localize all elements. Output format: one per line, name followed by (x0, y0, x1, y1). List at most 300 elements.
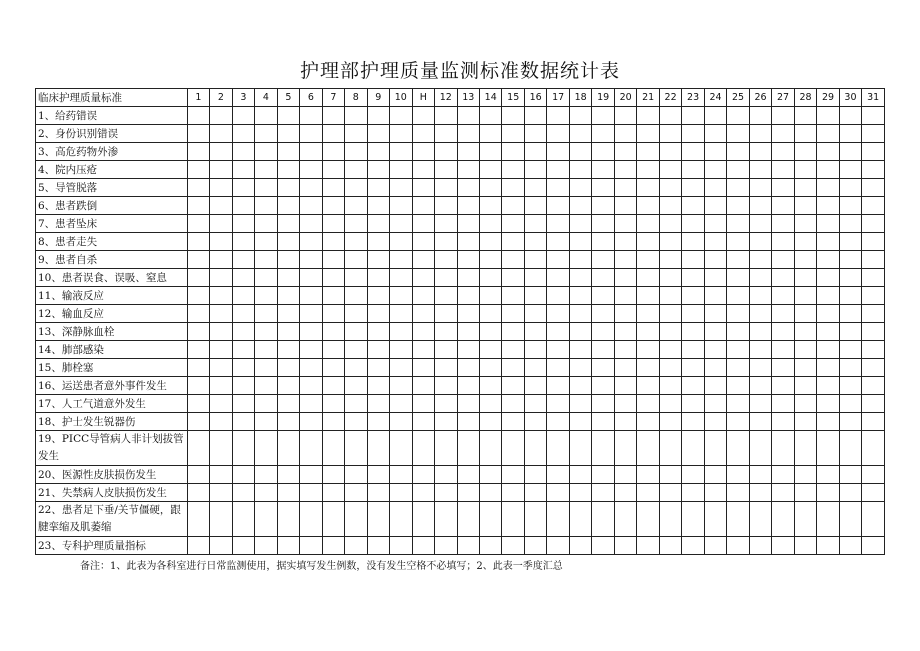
table-cell[interactable] (862, 431, 885, 466)
table-cell[interactable] (524, 537, 546, 555)
table-cell[interactable] (547, 377, 569, 395)
table-cell[interactable] (390, 305, 412, 323)
table-cell[interactable] (187, 341, 209, 359)
table-cell[interactable] (457, 125, 479, 143)
table-cell[interactable] (390, 484, 412, 502)
table-cell[interactable] (614, 359, 636, 377)
table-cell[interactable] (277, 269, 299, 287)
table-cell[interactable] (412, 359, 434, 377)
table-cell[interactable] (547, 107, 569, 125)
table-cell[interactable] (277, 197, 299, 215)
table-cell[interactable] (524, 395, 546, 413)
table-cell[interactable] (524, 179, 546, 197)
table-cell[interactable] (839, 251, 861, 269)
table-cell[interactable] (614, 125, 636, 143)
table-cell[interactable] (862, 413, 885, 431)
table-cell[interactable] (772, 502, 794, 537)
table-cell[interactable] (794, 537, 816, 555)
table-cell[interactable] (524, 305, 546, 323)
table-cell[interactable] (569, 323, 591, 341)
table-cell[interactable] (772, 484, 794, 502)
table-cell[interactable] (345, 502, 367, 537)
table-cell[interactable] (524, 125, 546, 143)
table-cell[interactable] (704, 431, 726, 466)
table-cell[interactable] (682, 323, 704, 341)
table-cell[interactable] (232, 305, 254, 323)
table-cell[interactable] (300, 269, 322, 287)
table-cell[interactable] (637, 287, 659, 305)
table-cell[interactable] (772, 413, 794, 431)
table-cell[interactable] (367, 323, 389, 341)
table-cell[interactable] (569, 233, 591, 251)
table-cell[interactable] (524, 359, 546, 377)
table-cell[interactable] (704, 413, 726, 431)
table-cell[interactable] (300, 431, 322, 466)
table-cell[interactable] (322, 233, 344, 251)
table-cell[interactable] (277, 395, 299, 413)
table-cell[interactable] (614, 233, 636, 251)
table-cell[interactable] (479, 125, 501, 143)
table-cell[interactable] (345, 341, 367, 359)
table-cell[interactable] (569, 377, 591, 395)
table-cell[interactable] (749, 125, 771, 143)
table-cell[interactable] (345, 107, 367, 125)
table-cell[interactable] (614, 197, 636, 215)
table-cell[interactable] (479, 107, 501, 125)
table-cell[interactable] (479, 197, 501, 215)
table-cell[interactable] (794, 143, 816, 161)
table-cell[interactable] (547, 323, 569, 341)
table-cell[interactable] (255, 484, 277, 502)
table-cell[interactable] (390, 466, 412, 484)
table-cell[interactable] (704, 484, 726, 502)
table-cell[interactable] (367, 125, 389, 143)
table-cell[interactable] (390, 502, 412, 537)
table-cell[interactable] (839, 537, 861, 555)
table-cell[interactable] (300, 125, 322, 143)
table-cell[interactable] (412, 233, 434, 251)
table-cell[interactable] (614, 269, 636, 287)
table-cell[interactable] (232, 413, 254, 431)
table-cell[interactable] (345, 197, 367, 215)
table-cell[interactable] (187, 502, 209, 537)
table-cell[interactable] (345, 377, 367, 395)
table-cell[interactable] (727, 413, 749, 431)
table-cell[interactable] (839, 161, 861, 179)
table-cell[interactable] (704, 341, 726, 359)
table-cell[interactable] (727, 251, 749, 269)
table-cell[interactable] (862, 197, 885, 215)
table-cell[interactable] (479, 233, 501, 251)
table-cell[interactable] (569, 413, 591, 431)
table-cell[interactable] (794, 287, 816, 305)
table-cell[interactable] (502, 466, 524, 484)
table-cell[interactable] (210, 323, 232, 341)
table-cell[interactable] (277, 251, 299, 269)
table-cell[interactable] (794, 197, 816, 215)
table-cell[interactable] (435, 341, 457, 359)
table-cell[interactable] (682, 395, 704, 413)
table-cell[interactable] (435, 233, 457, 251)
table-cell[interactable] (187, 107, 209, 125)
table-cell[interactable] (479, 341, 501, 359)
table-cell[interactable] (322, 484, 344, 502)
table-cell[interactable] (367, 251, 389, 269)
table-cell[interactable] (794, 377, 816, 395)
table-cell[interactable] (390, 377, 412, 395)
table-cell[interactable] (277, 431, 299, 466)
table-cell[interactable] (524, 197, 546, 215)
table-cell[interactable] (839, 484, 861, 502)
table-cell[interactable] (502, 502, 524, 537)
table-cell[interactable] (435, 537, 457, 555)
table-cell[interactable] (210, 287, 232, 305)
table-cell[interactable] (502, 161, 524, 179)
table-cell[interactable] (502, 413, 524, 431)
table-cell[interactable] (839, 287, 861, 305)
table-cell[interactable] (390, 323, 412, 341)
table-cell[interactable] (435, 143, 457, 161)
table-cell[interactable] (862, 537, 885, 555)
table-cell[interactable] (637, 179, 659, 197)
table-cell[interactable] (210, 502, 232, 537)
table-cell[interactable] (637, 125, 659, 143)
table-cell[interactable] (794, 179, 816, 197)
table-cell[interactable] (322, 125, 344, 143)
table-cell[interactable] (614, 287, 636, 305)
table-cell[interactable] (187, 125, 209, 143)
table-cell[interactable] (592, 107, 614, 125)
table-cell[interactable] (187, 269, 209, 287)
table-cell[interactable] (187, 287, 209, 305)
table-cell[interactable] (277, 413, 299, 431)
table-cell[interactable] (277, 323, 299, 341)
table-cell[interactable] (749, 251, 771, 269)
table-cell[interactable] (367, 215, 389, 233)
table-cell[interactable] (390, 125, 412, 143)
table-cell[interactable] (614, 107, 636, 125)
table-cell[interactable] (232, 341, 254, 359)
table-cell[interactable] (749, 466, 771, 484)
table-cell[interactable] (637, 359, 659, 377)
table-cell[interactable] (862, 341, 885, 359)
table-cell[interactable] (277, 484, 299, 502)
table-cell[interactable] (749, 395, 771, 413)
table-cell[interactable] (390, 215, 412, 233)
table-cell[interactable] (817, 395, 839, 413)
table-cell[interactable] (255, 323, 277, 341)
table-cell[interactable] (300, 413, 322, 431)
table-cell[interactable] (659, 179, 681, 197)
table-cell[interactable] (412, 107, 434, 125)
table-cell[interactable] (345, 143, 367, 161)
table-cell[interactable] (367, 197, 389, 215)
table-cell[interactable] (749, 323, 771, 341)
table-cell[interactable] (412, 377, 434, 395)
table-cell[interactable] (502, 431, 524, 466)
table-cell[interactable] (390, 395, 412, 413)
table-cell[interactable] (772, 215, 794, 233)
table-cell[interactable] (345, 413, 367, 431)
table-cell[interactable] (592, 179, 614, 197)
table-cell[interactable] (300, 359, 322, 377)
table-cell[interactable] (390, 107, 412, 125)
table-cell[interactable] (210, 466, 232, 484)
table-cell[interactable] (862, 125, 885, 143)
table-cell[interactable] (232, 431, 254, 466)
table-cell[interactable] (637, 269, 659, 287)
table-cell[interactable] (592, 413, 614, 431)
table-cell[interactable] (479, 431, 501, 466)
table-cell[interactable] (659, 251, 681, 269)
table-cell[interactable] (727, 395, 749, 413)
table-cell[interactable] (412, 143, 434, 161)
table-cell[interactable] (772, 395, 794, 413)
table-cell[interactable] (322, 179, 344, 197)
table-cell[interactable] (727, 537, 749, 555)
table-cell[interactable] (817, 107, 839, 125)
table-cell[interactable] (547, 179, 569, 197)
table-cell[interactable] (412, 395, 434, 413)
table-cell[interactable] (614, 413, 636, 431)
table-cell[interactable] (727, 269, 749, 287)
table-cell[interactable] (457, 537, 479, 555)
table-cell[interactable] (255, 197, 277, 215)
table-cell[interactable] (210, 431, 232, 466)
table-cell[interactable] (704, 395, 726, 413)
table-cell[interactable] (569, 466, 591, 484)
table-cell[interactable] (232, 377, 254, 395)
table-cell[interactable] (412, 341, 434, 359)
table-cell[interactable] (367, 305, 389, 323)
table-cell[interactable] (839, 413, 861, 431)
table-cell[interactable] (479, 395, 501, 413)
table-cell[interactable] (862, 107, 885, 125)
table-cell[interactable] (255, 269, 277, 287)
table-cell[interactable] (479, 251, 501, 269)
table-cell[interactable] (277, 466, 299, 484)
table-cell[interactable] (524, 107, 546, 125)
table-cell[interactable] (187, 323, 209, 341)
table-cell[interactable] (772, 125, 794, 143)
table-cell[interactable] (412, 197, 434, 215)
table-cell[interactable] (547, 161, 569, 179)
table-cell[interactable] (300, 484, 322, 502)
table-cell[interactable] (345, 395, 367, 413)
table-cell[interactable] (592, 466, 614, 484)
table-cell[interactable] (524, 161, 546, 179)
table-cell[interactable] (794, 431, 816, 466)
table-cell[interactable] (277, 125, 299, 143)
table-cell[interactable] (435, 179, 457, 197)
table-cell[interactable] (772, 197, 794, 215)
table-cell[interactable] (659, 143, 681, 161)
table-cell[interactable] (524, 502, 546, 537)
table-cell[interactable] (502, 107, 524, 125)
table-cell[interactable] (524, 215, 546, 233)
table-cell[interactable] (479, 269, 501, 287)
table-cell[interactable] (704, 215, 726, 233)
table-cell[interactable] (817, 359, 839, 377)
table-cell[interactable] (817, 143, 839, 161)
table-cell[interactable] (322, 341, 344, 359)
table-cell[interactable] (210, 233, 232, 251)
table-cell[interactable] (255, 251, 277, 269)
table-cell[interactable] (232, 395, 254, 413)
table-cell[interactable] (817, 341, 839, 359)
table-cell[interactable] (300, 305, 322, 323)
table-cell[interactable] (345, 359, 367, 377)
table-cell[interactable] (390, 143, 412, 161)
table-cell[interactable] (322, 502, 344, 537)
table-cell[interactable] (367, 377, 389, 395)
table-cell[interactable] (592, 125, 614, 143)
table-cell[interactable] (210, 197, 232, 215)
table-cell[interactable] (772, 179, 794, 197)
table-cell[interactable] (300, 251, 322, 269)
table-cell[interactable] (862, 484, 885, 502)
table-cell[interactable] (479, 323, 501, 341)
table-cell[interactable] (435, 377, 457, 395)
table-cell[interactable] (727, 107, 749, 125)
table-cell[interactable] (232, 251, 254, 269)
table-cell[interactable] (569, 537, 591, 555)
table-cell[interactable] (592, 233, 614, 251)
table-cell[interactable] (794, 466, 816, 484)
table-cell[interactable] (749, 287, 771, 305)
table-cell[interactable] (479, 287, 501, 305)
table-cell[interactable] (727, 305, 749, 323)
table-cell[interactable] (569, 341, 591, 359)
table-cell[interactable] (232, 161, 254, 179)
table-cell[interactable] (637, 143, 659, 161)
table-cell[interactable] (727, 341, 749, 359)
table-cell[interactable] (502, 251, 524, 269)
table-cell[interactable] (232, 179, 254, 197)
table-cell[interactable] (300, 215, 322, 233)
table-cell[interactable] (659, 323, 681, 341)
table-cell[interactable] (817, 323, 839, 341)
table-cell[interactable] (412, 215, 434, 233)
table-cell[interactable] (502, 125, 524, 143)
table-cell[interactable] (547, 305, 569, 323)
table-cell[interactable] (187, 377, 209, 395)
table-cell[interactable] (569, 484, 591, 502)
table-cell[interactable] (367, 431, 389, 466)
table-cell[interactable] (772, 377, 794, 395)
table-cell[interactable] (659, 107, 681, 125)
table-cell[interactable] (412, 323, 434, 341)
table-cell[interactable] (479, 179, 501, 197)
table-cell[interactable] (772, 251, 794, 269)
table-cell[interactable] (232, 537, 254, 555)
table-cell[interactable] (322, 161, 344, 179)
table-cell[interactable] (322, 107, 344, 125)
table-cell[interactable] (862, 395, 885, 413)
table-cell[interactable] (435, 431, 457, 466)
table-cell[interactable] (547, 484, 569, 502)
table-cell[interactable] (390, 197, 412, 215)
table-cell[interactable] (345, 484, 367, 502)
table-cell[interactable] (187, 233, 209, 251)
table-cell[interactable] (862, 377, 885, 395)
table-cell[interactable] (569, 305, 591, 323)
table-cell[interactable] (457, 215, 479, 233)
table-cell[interactable] (839, 233, 861, 251)
table-cell[interactable] (862, 143, 885, 161)
table-cell[interactable] (187, 215, 209, 233)
table-cell[interactable] (524, 341, 546, 359)
table-cell[interactable] (210, 143, 232, 161)
table-cell[interactable] (367, 143, 389, 161)
table-cell[interactable] (457, 143, 479, 161)
table-cell[interactable] (839, 197, 861, 215)
table-cell[interactable] (255, 215, 277, 233)
table-cell[interactable] (435, 395, 457, 413)
table-cell[interactable] (749, 484, 771, 502)
table-cell[interactable] (210, 107, 232, 125)
table-cell[interactable] (682, 143, 704, 161)
table-cell[interactable] (345, 466, 367, 484)
table-cell[interactable] (210, 269, 232, 287)
table-cell[interactable] (569, 107, 591, 125)
table-cell[interactable] (862, 233, 885, 251)
table-cell[interactable] (862, 161, 885, 179)
table-cell[interactable] (457, 395, 479, 413)
table-cell[interactable] (187, 305, 209, 323)
table-cell[interactable] (817, 215, 839, 233)
table-cell[interactable] (794, 395, 816, 413)
table-cell[interactable] (435, 287, 457, 305)
table-cell[interactable] (457, 269, 479, 287)
table-cell[interactable] (277, 537, 299, 555)
table-cell[interactable] (817, 197, 839, 215)
table-cell[interactable] (210, 377, 232, 395)
table-cell[interactable] (749, 269, 771, 287)
table-cell[interactable] (367, 269, 389, 287)
table-cell[interactable] (862, 323, 885, 341)
table-cell[interactable] (839, 359, 861, 377)
table-cell[interactable] (547, 431, 569, 466)
table-cell[interactable] (862, 179, 885, 197)
table-cell[interactable] (277, 377, 299, 395)
table-cell[interactable] (592, 502, 614, 537)
table-cell[interactable] (727, 233, 749, 251)
table-cell[interactable] (592, 537, 614, 555)
table-cell[interactable] (637, 107, 659, 125)
table-cell[interactable] (502, 215, 524, 233)
table-cell[interactable] (794, 107, 816, 125)
table-cell[interactable] (457, 305, 479, 323)
table-cell[interactable] (794, 161, 816, 179)
table-cell[interactable] (592, 341, 614, 359)
table-cell[interactable] (862, 466, 885, 484)
table-cell[interactable] (592, 359, 614, 377)
table-cell[interactable] (457, 484, 479, 502)
table-cell[interactable] (637, 466, 659, 484)
table-cell[interactable] (682, 377, 704, 395)
table-cell[interactable] (817, 269, 839, 287)
table-cell[interactable] (772, 287, 794, 305)
table-cell[interactable] (592, 323, 614, 341)
table-cell[interactable] (614, 395, 636, 413)
table-cell[interactable] (839, 502, 861, 537)
table-cell[interactable] (749, 215, 771, 233)
table-cell[interactable] (772, 431, 794, 466)
table-cell[interactable] (839, 431, 861, 466)
table-cell[interactable] (232, 197, 254, 215)
table-cell[interactable] (637, 413, 659, 431)
